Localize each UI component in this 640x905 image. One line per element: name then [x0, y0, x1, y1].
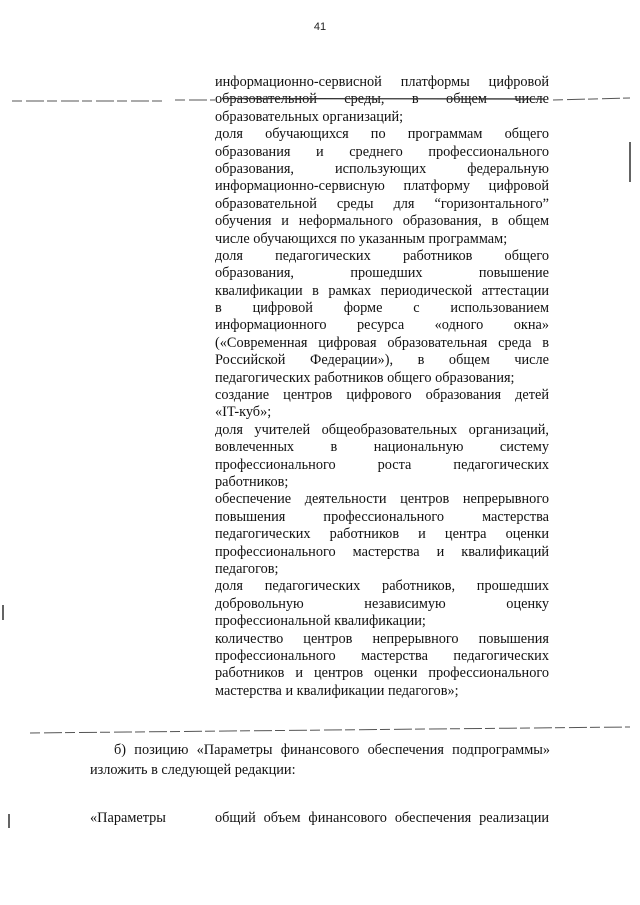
parameters-value: общий объем финансового обеспечения реализации	[215, 810, 549, 826]
indicator-line: обеспечение деятельности центров непрерывного	[215, 491, 549, 508]
indicator-line: работников;	[215, 473, 289, 490]
page-number: 41	[313, 21, 327, 33]
parameters-label: «Параметры	[90, 810, 166, 826]
indicator-line: мастерства и квалификации педагогов»;	[215, 682, 459, 699]
indicator-line: образования, использующих федеральную	[215, 160, 549, 177]
indicator-line: работников и центров оценки профессионального	[215, 665, 549, 682]
indicator-line: создание центров цифрового образования детей	[215, 387, 549, 404]
indicator-line: («Современная цифровая образовательная среда в	[215, 334, 549, 351]
indicator-line: повышения профессионального мастерства	[215, 508, 549, 525]
indicator-line: числе обучающихся по указанным программам;	[215, 230, 508, 247]
indicator-line: количество центров непрерывного повышения	[215, 630, 549, 647]
indicator-line: Российской Федерации»), в общем числе	[215, 352, 549, 369]
indicator-line: образовательной среды, в общем числе	[215, 91, 549, 108]
indicator-line: образования и среднего профессионального	[215, 143, 549, 160]
indicators-column	[215, 74, 549, 700]
indicator-line: доля педагогических работников, прошедших	[215, 578, 549, 595]
indicator-line: информационно-сервисную платформу цифровой	[215, 178, 549, 195]
indicator-line: вовлеченных в национальную систему	[215, 439, 549, 456]
indicator-line: «IT-куб»;	[215, 404, 272, 421]
indicator-line: образования, прошедших повышение	[215, 265, 549, 282]
indicator-line: информационного ресурса «одного окна»	[215, 317, 549, 334]
indicator-line: квалификации в рамках периодической аттестации	[215, 282, 549, 299]
paragraph-b-continuation: изложить в следующей редакции:	[90, 762, 296, 778]
indicator-line: педагогических работников и центра оценки	[215, 526, 549, 543]
indicator-line: педагогических работников общего образования;	[215, 369, 515, 386]
indicator-line: информационно-сервисной платформы цифровой	[215, 74, 549, 90]
indicator-line: обучения и неформального образования, в общем	[215, 213, 549, 230]
indicator-line: образовательной среды для “горизонтального”	[215, 195, 549, 212]
indicator-line: профессионального мастерства и квалификаций	[215, 543, 549, 560]
indicator-line: профессионального мастерства педагогических	[215, 647, 549, 664]
indicator-line: доля учителей общеобразовательных организаций,	[215, 421, 549, 438]
indicator-line: в цифровой форме с использованием	[215, 300, 549, 317]
indicator-line: профессионального роста педагогических	[215, 456, 549, 473]
indicator-line: профессиональной квалификации;	[215, 613, 426, 630]
indicator-line: образовательных организаций;	[215, 108, 404, 125]
indicator-line: доля педагогических работников общего	[215, 247, 549, 264]
indicator-line: педагогов;	[215, 560, 279, 577]
indicator-line: доля обучающихся по программам общего	[215, 126, 549, 143]
paragraph-b-text: б) позицию «Параметры финансового обеспечения подпрограммы»	[114, 742, 550, 758]
indicator-line: добровольную независимую оценку	[215, 595, 549, 612]
